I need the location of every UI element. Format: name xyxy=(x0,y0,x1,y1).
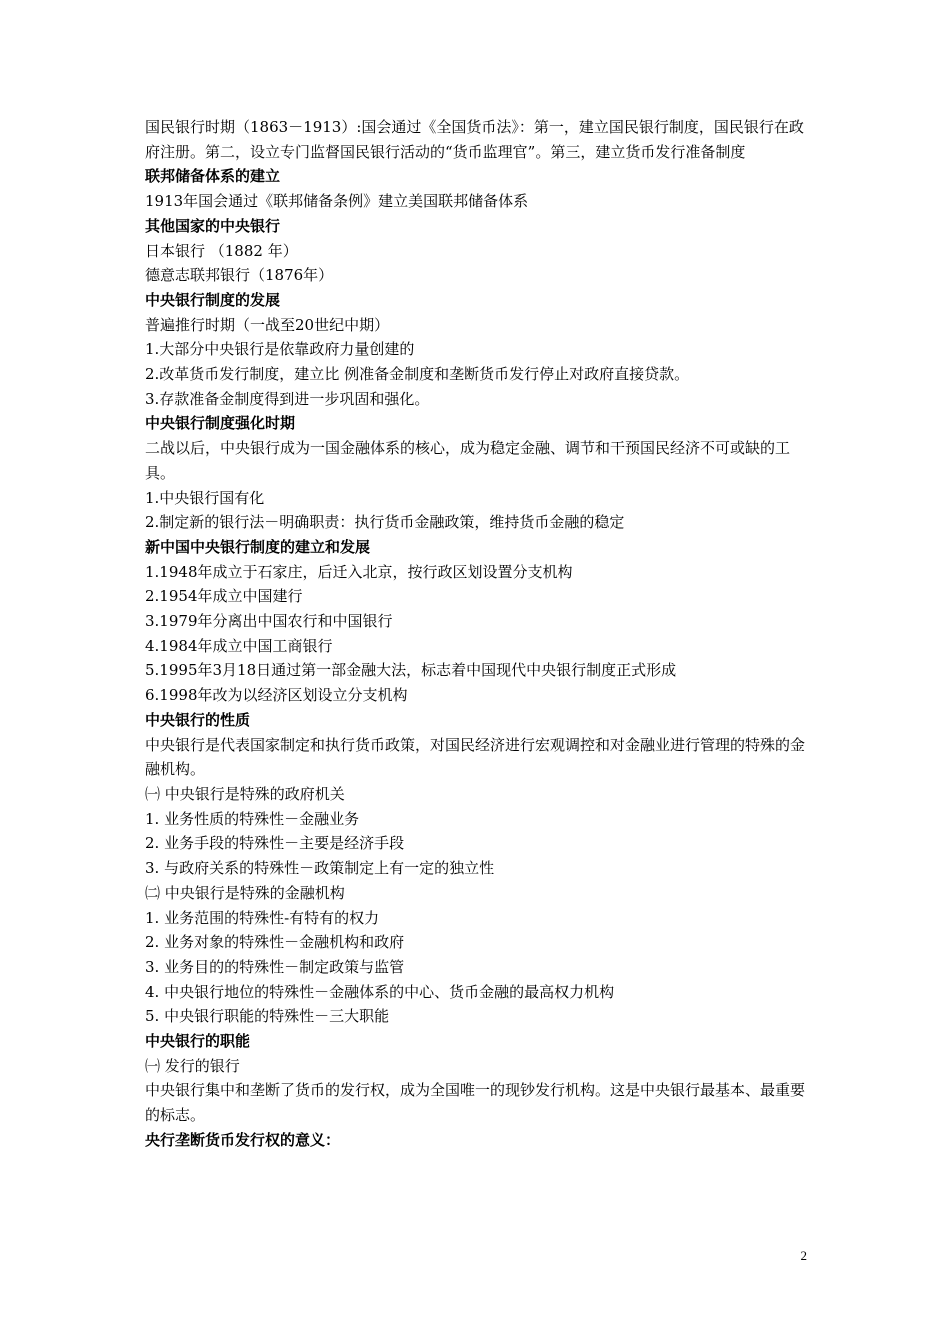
paragraph-general-period: 普遍推行时期（一战至20世纪中期） xyxy=(145,315,390,334)
list-item: 2.1954年成立中国建行 xyxy=(145,587,303,606)
sub-heading-bank-of-issue: ㈠ 发行的银行 xyxy=(145,1056,240,1075)
page-number: 2 xyxy=(800,1248,807,1263)
list-item: 5. 中央银行职能的特殊性－三大职能 xyxy=(145,1007,390,1026)
list-item: 3.1979年分离出中国农行和中国银行 xyxy=(145,612,393,631)
list-item: 2. 业务手段的特殊性－主要是经济手段 xyxy=(145,834,405,853)
list-item: 1. 业务范围的特殊性-有特有的权力 xyxy=(145,908,380,927)
list-item: 1. 业务性质的特殊性－金融业务 xyxy=(145,809,360,828)
sub-heading-government-agency: ㈠ 中央银行是特殊的政府机关 xyxy=(145,784,345,803)
list-item: 2.制定新的银行法－明确职责：执行货币金融政策，维持货币金融的稳定 xyxy=(145,513,625,532)
sub-heading-financial-institution: ㈡ 中央银行是特殊的金融机构 xyxy=(145,883,345,902)
heading-nature: 中央银行的性质 xyxy=(145,710,251,729)
paragraph-1913-act: 1913年国会通过《联邦储备条例》建立美国联邦储备体系 xyxy=(145,192,529,211)
document-body xyxy=(145,115,810,1153)
list-item: 3. 与政府关系的特殊性－政策制定上有一定的独立性 xyxy=(145,859,495,878)
paragraph-national-bank-period: 国民银行时期（1863－1913）:国会通过《全国货币法》：第一，建立国民银行制度，国民银行在政府注册。第二，设立专门监督国民银行活动的“货币监理官”。第三，建立货币发行准备制度 xyxy=(145,118,804,161)
paragraph-definition: 中央银行是代表国家制定和执行货币政策，对国民经济进行宏观调控和对金融业进行管理的特殊的金融机构。 xyxy=(145,735,806,779)
list-item: 1.中央银行国有化 xyxy=(145,488,265,507)
list-item: 4. 中央银行地位的特殊性－金融体系的中心、货币金融的最高权力机构 xyxy=(145,982,615,1001)
heading-other-countries: 其他国家的中央银行 xyxy=(145,216,281,235)
list-item: 5.1995年3月18日通过第一部金融大法，标志着中国现代中央银行制度正式形成 xyxy=(145,661,677,680)
list-item: 1.1948年成立于石家庄，后迁入北京，按行政区划设置分支机构 xyxy=(145,562,573,581)
list-item: 3. 业务目的的特殊性－制定政策与监管 xyxy=(145,957,405,976)
list-item: 1.大部分中央银行是依靠政府力量创建的 xyxy=(145,340,415,359)
heading-strengthening: 中央银行制度强化时期 xyxy=(145,414,296,433)
list-item: 4.1984年成立中国工商银行 xyxy=(145,636,333,655)
paragraph-bundesbank: 德意志联邦银行（1876年） xyxy=(145,266,334,285)
paragraph-issuance-monopoly: 中央银行集中和垄断了货币的发行权，成为全国唯一的现钞发行机构。这是中央银行最基本、最重要的标志。 xyxy=(145,1081,806,1125)
paragraph-bank-of-japan: 日本银行 （1882 年） xyxy=(145,241,298,260)
heading-new-china: 新中国中央银行制度的建立和发展 xyxy=(145,537,371,556)
list-item: 2.改革货币发行制度，建立比 例准备金制度和垄断货币发行停止对政府直接贷款。 xyxy=(145,365,690,384)
heading-development: 中央银行制度的发展 xyxy=(145,290,281,309)
heading-federal-reserve: 联邦储备体系的建立 xyxy=(145,167,281,186)
list-item: 6.1998年改为以经济区划设立分支机构 xyxy=(145,686,408,705)
heading-significance: 央行垄断货币发行权的意义： xyxy=(145,1130,341,1149)
paragraph-post-war: 二战以后，中央银行成为一国金融体系的核心，成为稳定金融、调节和干预国民经济不可或缺的工具。 xyxy=(145,439,791,482)
list-item: 3.存款准备金制度得到进一步巩固和强化。 xyxy=(145,389,430,408)
list-item: 2. 业务对象的特殊性－金融机构和政府 xyxy=(145,933,405,952)
heading-functions: 中央银行的职能 xyxy=(145,1032,251,1051)
